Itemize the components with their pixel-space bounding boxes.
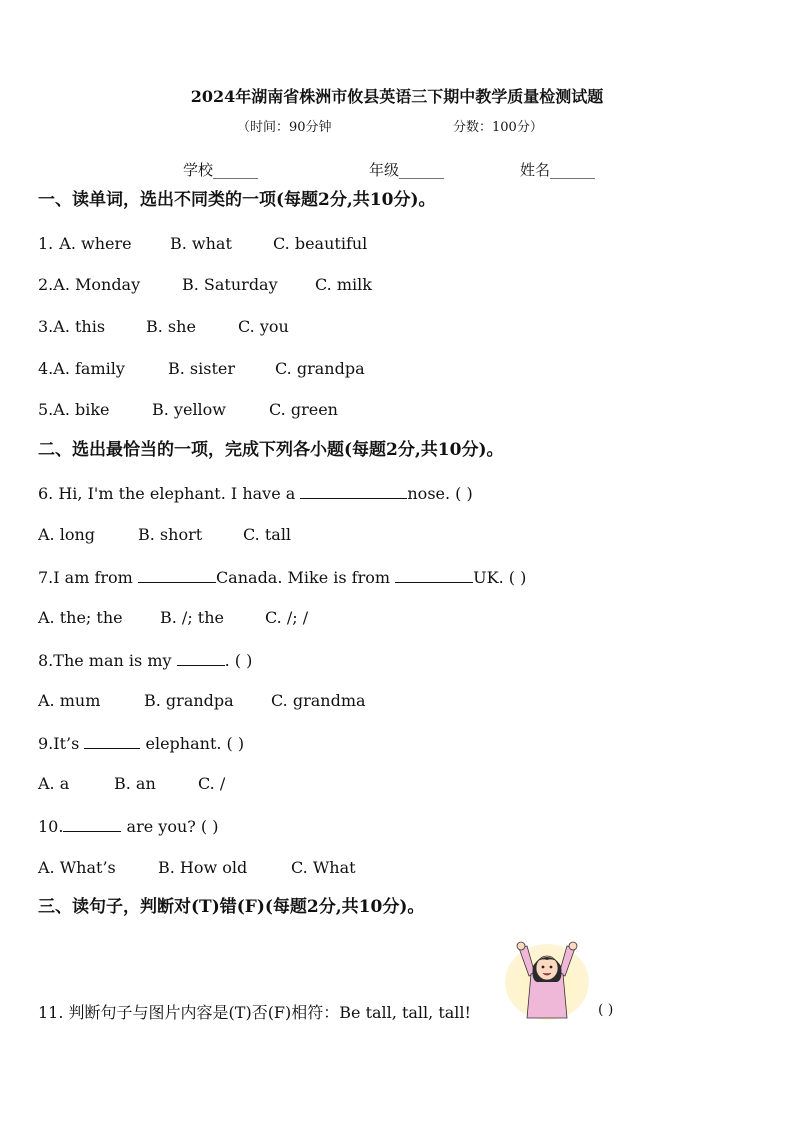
option-a: A. family xyxy=(53,359,125,378)
option-c: C. What xyxy=(291,858,356,877)
question-text: 7.I am from xyxy=(38,568,138,587)
girl-raising-arms-image xyxy=(505,938,589,1020)
option-b: B. she xyxy=(146,317,196,336)
option-a: A. this xyxy=(53,317,106,336)
option-c: C. milk xyxy=(315,275,372,294)
option-b: B. what xyxy=(170,234,232,253)
question-text-middle: Canada. Mike is from xyxy=(215,568,396,587)
question-8 xyxy=(38,650,252,671)
question-text-end: . ( ) xyxy=(224,651,253,670)
option-b: B. /; the xyxy=(160,608,224,627)
option-c: C. tall xyxy=(243,525,292,544)
question-8-options xyxy=(38,691,366,711)
option-b: B. grandpa xyxy=(144,691,234,710)
school-field: 学校______ xyxy=(183,161,259,179)
answer-blank[interactable] xyxy=(84,733,140,749)
section-1-heading: 一、读单词，选出不同类的一项(每题2分,共10分)。 xyxy=(38,190,436,210)
option-b: B. an xyxy=(114,774,156,793)
answer-blank[interactable] xyxy=(177,650,225,666)
question-10-options xyxy=(38,858,356,878)
option-a: A. What’s xyxy=(38,858,116,877)
option-c: C. grandpa xyxy=(275,359,365,378)
question-4 xyxy=(38,359,365,379)
question-11: 11. 判断句子与图片内容是(T)否(F)相符：Be tall, tall, tall! xyxy=(38,1003,471,1022)
answer-blank[interactable] xyxy=(138,567,216,583)
answer-blank[interactable] xyxy=(63,816,121,832)
question-text: 6. Hi, I'm the elephant. I have a xyxy=(38,484,301,503)
option-b: B. Saturday xyxy=(182,275,278,294)
exam-score: 分数：100分） xyxy=(453,120,543,135)
page-title: 2024年湖南省株洲市攸县英语三下期中教学质量检测试题 xyxy=(190,87,604,106)
answer-parentheses[interactable]: ( ) xyxy=(598,1002,614,1018)
question-number: 5. xyxy=(38,400,54,419)
option-a: A. where xyxy=(59,234,132,253)
question-6 xyxy=(38,483,473,504)
question-9 xyxy=(38,733,244,754)
question-7 xyxy=(38,567,526,588)
question-text-end: elephant. ( ) xyxy=(140,734,245,753)
option-a: A. the; the xyxy=(38,608,123,627)
answer-blank[interactable] xyxy=(395,567,473,583)
option-a: A. Monday xyxy=(53,275,141,294)
question-number: 1. xyxy=(38,234,54,253)
question-text-end: are you? ( ) xyxy=(121,817,219,836)
question-3 xyxy=(38,317,289,337)
question-number: 3. xyxy=(38,317,54,336)
section-2-heading: 二、选出最恰当的一项，完成下列各小题(每题2分,共10分)。 xyxy=(38,440,504,460)
question-text: 8.The man is my xyxy=(38,651,177,670)
grade-field: 年级______ xyxy=(369,161,445,179)
option-b: B. yellow xyxy=(152,400,226,419)
name-field: 姓名______ xyxy=(520,161,596,179)
question-5 xyxy=(38,400,338,420)
option-b: B. How old xyxy=(158,858,248,877)
option-c: C. you xyxy=(238,317,289,336)
question-text-end: nose. ( ) xyxy=(407,484,473,503)
question-1 xyxy=(38,234,368,254)
option-c: C. grandma xyxy=(271,691,366,710)
question-10 xyxy=(38,816,219,837)
option-a: A. a xyxy=(38,774,70,793)
question-text-end: UK. ( ) xyxy=(473,568,527,587)
option-b: B. sister xyxy=(168,359,236,378)
question-number: 4. xyxy=(38,359,54,378)
answer-blank[interactable] xyxy=(300,483,407,499)
exam-time: （时间：90分钟 xyxy=(237,120,332,135)
question-text: 9.It’s xyxy=(38,734,85,753)
option-a: A. bike xyxy=(53,400,110,419)
question-number: 2. xyxy=(38,275,54,294)
option-a: A. mum xyxy=(38,691,101,710)
option-c: C. beautiful xyxy=(273,234,368,253)
option-c: C. green xyxy=(269,400,338,419)
question-2 xyxy=(38,275,372,295)
question-text: 10. xyxy=(38,817,64,836)
option-b: B. short xyxy=(138,525,203,544)
option-c: C. / xyxy=(198,774,226,793)
question-7-options xyxy=(38,608,309,628)
option-a: A. long xyxy=(38,525,96,544)
question-6-options xyxy=(38,525,292,545)
section-3-heading: 三、读句子，判断对(T)错(F)(每题2分,共10分)。 xyxy=(38,897,425,917)
option-c: C. /; / xyxy=(265,608,309,627)
question-9-options xyxy=(38,774,226,794)
